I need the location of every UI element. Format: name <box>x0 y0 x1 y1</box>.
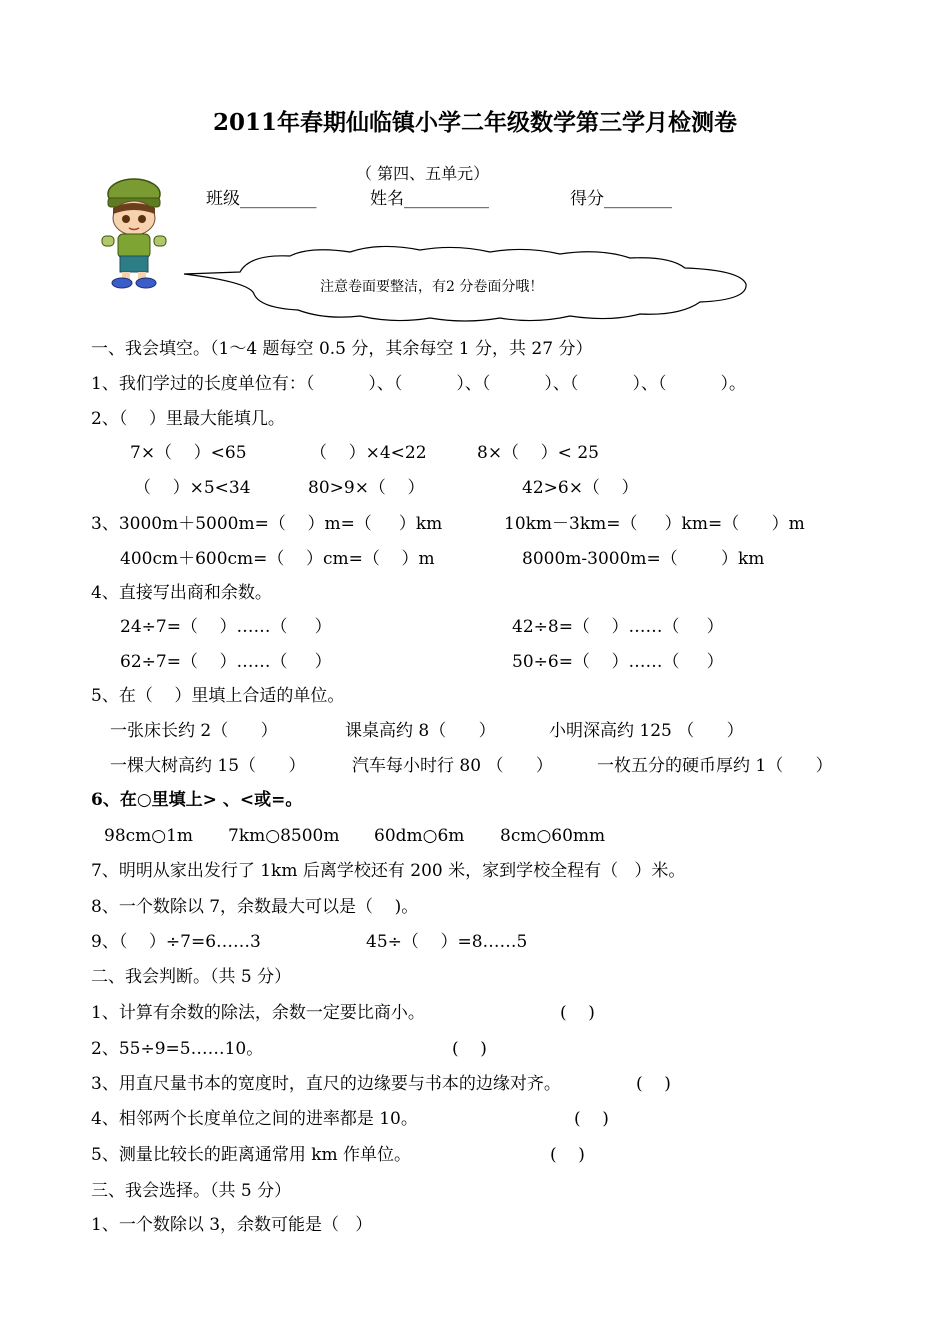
question-3-d: 8000m-3000m=（ ）km <box>522 549 765 569</box>
question-5: 5、在（ ）里填上合适的单位。 <box>91 686 345 706</box>
question-6-d: 8cm○60mm <box>500 826 606 846</box>
question-3-b: 10km－3km=（ ）km=（ ）m <box>504 514 805 534</box>
question-2-d: （ ）×5<34 <box>134 478 251 498</box>
judge-2-paren: ( ) <box>452 1039 487 1059</box>
question-3-a: 3、3000m＋5000m=（ ）m=（ ）km <box>91 514 443 534</box>
section-1-title: 一、我会填空。（1～4 题每空 0.5 分，其余每空 1 分，共 27 分） <box>91 339 593 359</box>
cartoon-boy-image <box>98 176 170 290</box>
question-5-a: 一张床长约 2（ ） <box>110 721 278 741</box>
score-field-label: 得分________ <box>570 189 672 209</box>
question-5-d: 一棵大树高约 15（ ） <box>110 756 306 776</box>
question-6-a: 98cm○1m <box>104 826 194 846</box>
question-5-b: 课桌高约 8（ ） <box>345 721 496 741</box>
subtitle: （ 第四、五单元） <box>356 164 490 183</box>
question-4: 4、直接写出商和余数。 <box>91 583 272 603</box>
notice-text: 注意卷面要整洁，有2 分卷面分哦！ <box>320 279 544 295</box>
question-8: 8、一个数除以 7，余数最大可以是（ )。 <box>91 897 419 917</box>
question-4-c: 62÷7=（ ）……（ ） <box>120 652 332 672</box>
name-field-label: 姓名__________ <box>370 189 489 209</box>
question-7: 7、明明从家出发行了 1km 后离学校还有 200 米，家到学校全程有（ ）米。 <box>91 861 686 881</box>
section-2-title: 二、我会判断。（共 5 分） <box>91 967 292 987</box>
question-4-b: 42÷8=（ ）……（ ） <box>512 617 724 637</box>
judge-4: 4、相邻两个长度单位之间的进率都是 10。 <box>91 1109 418 1129</box>
question-2-c: 8×（ ）< 25 <box>477 443 599 463</box>
judge-5-paren: ( ) <box>550 1145 585 1165</box>
question-6: 6、在○里填上> 、<或=。 <box>91 790 303 810</box>
question-6-c: 60dm○6m <box>374 826 465 846</box>
judge-5: 5、测量比较长的距离通常用 km 作单位。 <box>91 1145 412 1165</box>
question-3-c: 400cm＋600cm=（ ）cm=（ ）m <box>120 549 435 569</box>
judge-3-paren: ( ) <box>636 1074 671 1094</box>
question-4-d: 50÷6=（ ）……（ ） <box>512 652 724 672</box>
choice-1: 1、一个数除以 3，余数可能是（ ） <box>91 1215 373 1235</box>
judge-3: 3、用直尺量书本的宽度时，直尺的边缘要与书本的边缘对齐。 <box>91 1074 561 1094</box>
question-2-e: 80>9×（ ） <box>308 478 425 498</box>
question-2-a: 7×（ ）<65 <box>130 443 247 463</box>
section-3-title: 三、我会选择。（共 5 分） <box>91 1181 292 1201</box>
judge-1: 1、计算有余数的除法，余数一定要比商小。 <box>91 1003 425 1023</box>
question-5-c: 小明深高约 125 （ ） <box>549 721 744 741</box>
page-title: 2011年春期仙临镇小学二年级数学第三学月检测卷 <box>212 109 737 136</box>
question-6-b: 7km○8500m <box>228 826 340 846</box>
question-9-b: 45÷（ ）=8……5 <box>366 932 528 952</box>
question-9-a: 9、（ ）÷7=6……3 <box>91 932 261 952</box>
question-5-f: 一枚五分的硬币厚约 1（ ） <box>597 756 833 776</box>
judge-4-paren: ( ) <box>574 1109 609 1129</box>
question-4-a: 24÷7=（ ）……（ ） <box>120 617 332 637</box>
question-5-e: 汽车每小时行 80 （ ） <box>352 756 553 776</box>
class-field-label: 班级_________ <box>206 189 317 209</box>
question-2-b: （ ）×4<22 <box>310 443 427 463</box>
question-2: 2、（ ）里最大能填几。 <box>91 409 285 429</box>
judge-2: 2、55÷9=5……10。 <box>91 1039 264 1059</box>
question-1: 1、我们学过的长度单位有：（ ）、（ ）、（ ）、（ ）、（ ）。 <box>91 374 747 394</box>
judge-1-paren: ( ) <box>560 1003 595 1023</box>
question-2-f: 42>6×（ ） <box>522 478 639 498</box>
